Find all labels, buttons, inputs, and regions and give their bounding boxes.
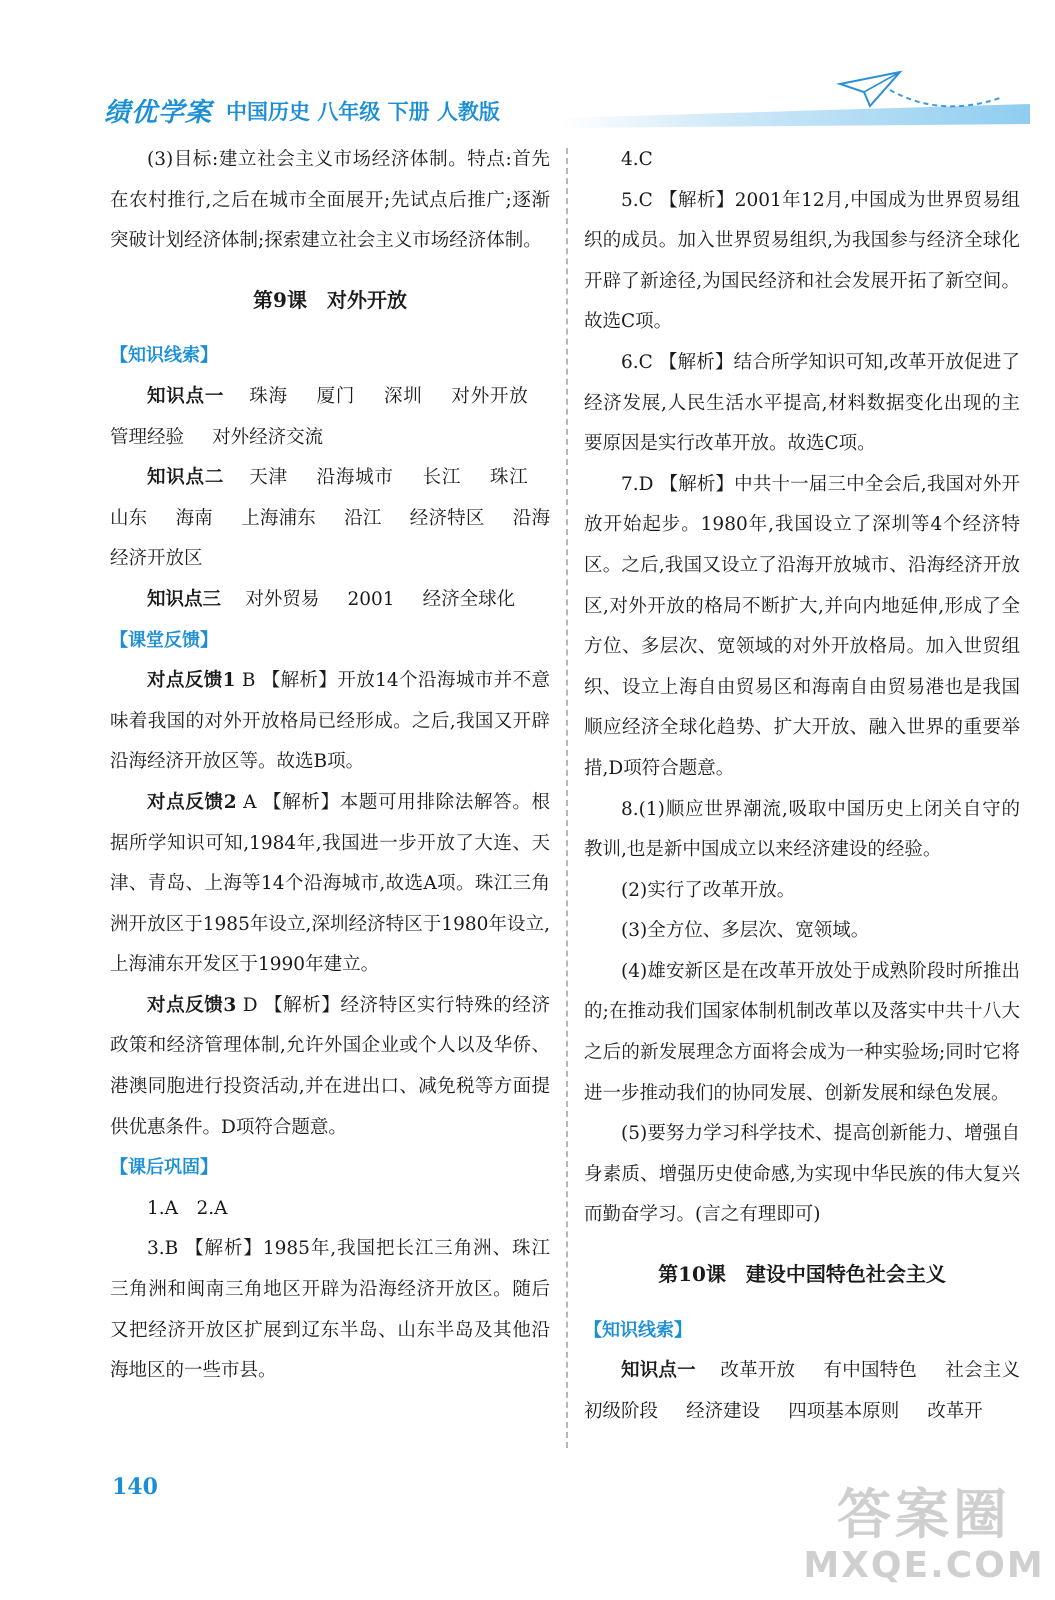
keyword: 沿海城市: [316, 467, 394, 489]
paragraph: (3)目标:建立社会主义市场经济体制。特点:首先在农村推行,之后在城市全面展开;先试点后推广;逐渐突破计划经济体制;探索建立社会主义市场经济体制。: [110, 149, 550, 252]
watermark-url: MXQE.COM: [803, 1545, 1045, 1586]
answer-item: (2)实行了改革开放。: [621, 879, 796, 901]
answer-item: (4)雄安新区是在改革开放处于成熟阶段时所推出的;在推动我们国家体制机制改革以及落实中共十八大之后的新发展理念方面将会成为一种实验场;同时它将进一步推动我们的协同发展、创新发展和绿色发展。: [584, 960, 1020, 1104]
keyword: 对外开放: [451, 385, 528, 407]
brand-logo: 绩优学案: [104, 98, 213, 128]
keyword: 对外经济交流: [212, 426, 324, 448]
keyword: 上海浦东: [241, 507, 316, 529]
knowledge-point-label: 知识点二: [147, 467, 225, 489]
feedback-text: B 【解析】开放14个沿海城市并不意味着我国的对外开放格局已经形成。之后,我国又开辟沿海经济开放区等。故选B项。: [110, 670, 550, 773]
keyword: 2001: [347, 588, 395, 610]
answer-item: (3)全方位、多层次、宽领域。: [621, 920, 870, 942]
keyword: 珠海: [249, 385, 288, 407]
keyword: 山东: [110, 507, 148, 529]
keyword: 天津: [249, 467, 288, 489]
keyword: 厦门: [316, 385, 356, 407]
feedback-item: [110, 986, 550, 1148]
lesson-title: 第10课 建设中国特色社会主义: [658, 1262, 946, 1287]
keyword: 海南: [175, 507, 213, 529]
answer-item: 4.C: [621, 149, 653, 170]
lesson-title: 第9课 对外开放: [253, 287, 407, 312]
knowledge-point: [110, 580, 550, 621]
page-number: 140: [112, 1474, 158, 1500]
keyword: 有中国特色: [823, 1360, 918, 1382]
feedback-item: [110, 661, 550, 783]
page-header: [0, 0, 1055, 132]
keyword: 深圳: [384, 385, 423, 407]
keyword: 四项基本原则: [788, 1400, 900, 1422]
keyword: 珠江: [489, 467, 528, 489]
section-heading: [110, 1148, 550, 1189]
column-divider: [566, 148, 568, 1448]
keyword: 对外贸易: [245, 588, 320, 610]
section-heading: [584, 1311, 1020, 1352]
keyword: 改革开放: [720, 1360, 796, 1382]
watermark-logo: 答案圈: [837, 1483, 1011, 1546]
knowledge-point: [110, 458, 550, 580]
knowledge-point-label: 知识点一: [621, 1360, 696, 1382]
answer-item: 8.(1)顺应世界潮流,吸取中国历史上闭关自守的教训,也是新中国成立以来经济建设的经验。: [584, 798, 1020, 861]
section-heading: [110, 336, 550, 377]
keyword: 经济特区: [409, 507, 485, 529]
feedback-text: A 【解析】本题可用排除法解答。根据所学知识可知,1984年,我国进一步开放了大连、天津、青岛、上海等14个沿海城市,故选A项。珠江三角洲开放区于1985年设立,深圳经济特区于1980年设立,上海浦东开发区于1990年建立。: [110, 791, 550, 976]
section-label: 【课后巩固】: [110, 1157, 218, 1179]
knowledge-point-label: 知识点一: [147, 385, 225, 407]
answer-item: (5)要努力学习科学技术、提高创新能力、增强自身素质、增强历史使命感,为实现中华民族的伟大复兴而勤奋学习。(言之有理即可): [584, 1123, 1020, 1226]
answer-item: 5.C 【解析】2001年12月,中国成为世界贸易组织的成员。加入世界贸易组织,为我国参与经济全球化开辟了新途径,为国民经济和社会发展开拓了新空间。故选C项。: [584, 189, 1020, 333]
keyword: 经济建设: [686, 1400, 761, 1422]
right-column: [584, 140, 1020, 1432]
feedback-label: 对点反馈1: [147, 670, 236, 692]
answer-item: 3.B 【解析】1985年,我国把长江三角洲、珠江三角洲和闽南三角地区开辟为沿海经济开放区。随后又把经济开放区扩展到辽东半岛、山东半岛及其他沿海地区的一些市县。: [110, 1238, 550, 1382]
feedback-item: [110, 783, 550, 986]
answer-item: 1.A 2.A: [147, 1197, 228, 1219]
left-column: [110, 140, 550, 1392]
keyword: 经济全球化: [422, 588, 516, 610]
feedback-label: 对点反馈3: [147, 994, 237, 1016]
book-subject: 中国历史 八年级 下册 人教版: [226, 99, 500, 124]
section-label: 【课堂反馈】: [110, 629, 218, 651]
keyword: 长江: [422, 467, 462, 489]
answer-item: 6.C 【解析】结合所学知识可知,改革开放促进了经济发展,人民生活水平提高,材料数据变化出现的主要原因是实行改革开放。故选C项。: [584, 351, 1020, 455]
section-heading: [110, 621, 550, 662]
keyword: 社会主义初级阶段: [584, 1360, 1020, 1422]
answer-item: 7.D 【解析】中共十一届三中全会后,我国对外开放开始起步。1980年,我国设立了深圳等4个经济特区。之后,我国又设立了沿海开放城市、沿海经济开放区,对外开放的格局不断扩大,并向内地延伸,形成了全方位、多层次、宽领域的对外开放格局。加入世贸组织、设立上海自由贸易区和海南自由贸易港也是我国顺应经济全球化趋势、扩大开放、融入世界的重要举措,D项符合题意。: [584, 473, 1020, 779]
feedback-label: 对点反馈2: [147, 791, 237, 813]
keyword: 改革开: [927, 1400, 983, 1422]
knowledge-point: [110, 377, 550, 458]
watermark: [800, 1483, 1048, 1596]
knowledge-point: [584, 1351, 1020, 1432]
keyword: 沿江: [344, 507, 382, 529]
paper-plane-icon: [560, 68, 1030, 130]
feedback-text: D 【解析】经济特区实行特殊的经济政策和经济管理体制,允许外国企业或个人以及华侨、港澳同胞进行投资活动,并在进出口、减免税等方面提供优惠条件。D项符合题意。: [110, 994, 550, 1138]
section-label: 【知识线索】: [110, 345, 218, 367]
section-label: 【知识线索】: [584, 1319, 692, 1341]
keyword: 管理经验: [110, 426, 185, 448]
keyword: 沿海经济开放区: [110, 507, 550, 570]
knowledge-point-label: 知识点三: [147, 588, 222, 610]
